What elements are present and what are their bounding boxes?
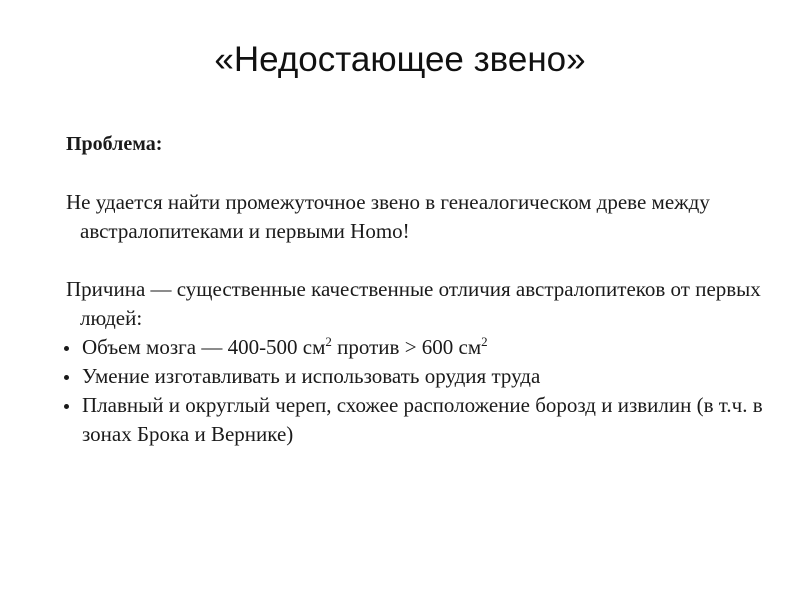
bullet-text: против > 600 см [331, 335, 482, 359]
superscript: 2 [481, 334, 488, 349]
problem-label: Проблема: [66, 133, 163, 155]
bullet-text: Плавный и округлый череп, схожее расположение борозд и извилин (в т.ч. в зонах Брока и Вернике) [82, 393, 763, 446]
spacer [66, 159, 766, 188]
cause-text: Причина — существенные качественные отличия австралопитеков от первых людей: [66, 277, 761, 330]
superscript: 2 [325, 334, 332, 349]
bullet-list [66, 333, 766, 449]
bullet-item-brain-volume [66, 333, 766, 362]
bullet-item-skull [66, 391, 766, 449]
slide-content [66, 130, 766, 449]
spacer [66, 246, 766, 275]
slide-title: «Недостающее звено» [214, 40, 586, 79]
bullet-text: Объем мозга — 400-500 см [82, 335, 326, 359]
bullet-item-tools [66, 362, 766, 391]
problem-text: Не удается найти промежуточное звено в генеалогическом древе между австралопитеками и первыми Homo! [66, 190, 710, 243]
bullet-icon [64, 346, 69, 351]
bullet-icon [64, 375, 69, 380]
bullet-text: Умение изготавливать и использовать орудия труда [82, 364, 541, 388]
bullet-icon [64, 404, 69, 409]
